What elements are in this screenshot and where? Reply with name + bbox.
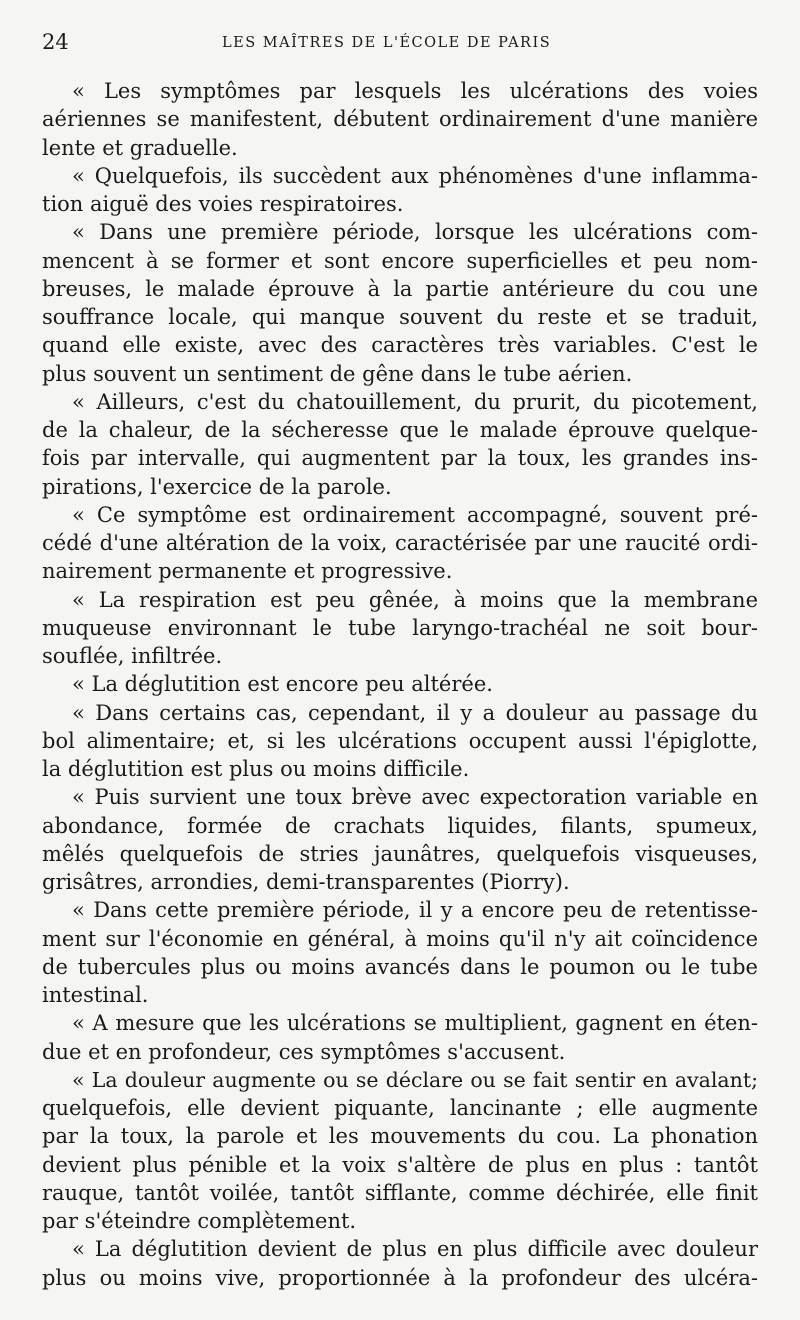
text-line: « Dans cette première période, il y a encore peu de retentisse- <box>72 898 758 923</box>
text-line: de la chaleur, de la sécheresse que le malade éprouve quelque- <box>42 418 758 442</box>
text-line: tion aiguë des voies respiratoires. <box>42 192 404 216</box>
text-line: quelquefois, elle devient piquante, lancinante ; elle augmente <box>42 1096 758 1120</box>
text-line: « Ce symptôme est ordinairement accompagné, souvent pré- <box>72 502 758 527</box>
text-line: « Les symptômes par lesquels les ulcérations des voies <box>72 79 758 103</box>
body-text <box>42 77 758 1292</box>
text-line: rauque, tantôt voilée, tantôt sifflante, comme déchirée, elle finit <box>42 1180 758 1205</box>
text-line: souffrance locale, qui manque souvent du reste et se traduit, <box>42 305 758 329</box>
text-line: fois par intervalle, qui augmentent par la toux, les grandes ins- <box>42 446 758 471</box>
text-line: due et en profondeur, ces symptômes s'accusent. <box>42 1039 566 1064</box>
text-line: lente et graduelle. <box>42 135 238 160</box>
text-line: pirations, l'exercice de la parole. <box>42 474 392 499</box>
text-line: « La déglutition est encore peu altérée. <box>72 672 493 697</box>
text-line: plus souvent un sentiment de gêne dans le tube aérien. <box>42 361 633 386</box>
text-line: intestinal. <box>42 983 149 1007</box>
text-line: « Dans une première période, lorsque les ulcérations com- <box>72 220 758 245</box>
text-line: « Puis survient une toux brève avec expectoration variable en <box>72 785 758 810</box>
text-line: aériennes se manifestent, débutent ordinairement d'une manière <box>42 107 758 132</box>
page-number: 24 <box>42 30 69 54</box>
text-line: « La douleur augmente ou se déclare ou se fait sentir en avalant; <box>72 1067 758 1092</box>
running-title: LES MAÎTRES DE L'ÉCOLE DE PARIS <box>222 35 552 51</box>
text-line: « La déglutition devient de plus en plus difficile avec douleur <box>72 1237 758 1262</box>
text-line: « Quelquefois, ils succèdent aux phénomènes d'une inflamma- <box>72 163 758 188</box>
text-line: devient plus pénible et la voix s'altère de plus en plus : tantôt <box>42 1152 758 1177</box>
text-line: « A mesure que les ulcérations se multiplient, gagnent en éten- <box>72 1011 758 1036</box>
text-line: breuses, le malade éprouve à la partie antérieure du cou une <box>42 276 758 301</box>
text-line: abondance, formée de crachats liquides, filants, spumeux, <box>42 813 758 838</box>
text-line: « Dans certains cas, cependant, il y a douleur au passage du <box>72 700 758 725</box>
text-line: ment sur l'économie en général, à moins qu'il n'y ait coïncidence <box>42 926 758 951</box>
text-line: cédé d'une altération de la voix, caractérisée par une raucité ordi- <box>42 531 758 555</box>
text-line: « Ailleurs, c'est du chatouillement, du prurit, du picotement, <box>72 389 758 414</box>
text-line: « La respiration est peu gênée, à moins que la membrane <box>72 587 758 612</box>
text-line: par la toux, la parole et les mouvements du cou. La phonation <box>42 1124 758 1149</box>
text-line: muqueuse environnant le tube laryngo-trachéal ne soit bour- <box>42 615 758 640</box>
text-line: quand elle existe, avec des caractères très variables. C'est le <box>42 333 758 358</box>
text-line: grisâtres, arrondies, demi-transparentes (Piorry). <box>42 870 570 894</box>
text-line: par s'éteindre complètement. <box>42 1209 357 1233</box>
text-line: plus ou moins vive, proportionnée à la profondeur des ulcéra- <box>42 1265 758 1290</box>
text-line: nairement permanente et progressive. <box>42 559 453 584</box>
page-header <box>42 30 758 58</box>
text-line: bol alimentaire; et, si les ulcérations occupent aussi l'épiglotte, <box>42 728 758 753</box>
text-line: la déglutition est plus ou moins difficile. <box>42 757 470 781</box>
text-line: de tubercules plus ou moins avancés dans le poumon ou le tube <box>42 954 758 979</box>
text-line: mêlés quelquefois de stries jaunâtres, quelquefois visqueuses, <box>42 841 758 866</box>
text-line: mencent à se former et sont encore superficielles et peu nom- <box>42 248 758 273</box>
text-line: souflée, infiltrée. <box>42 644 223 668</box>
